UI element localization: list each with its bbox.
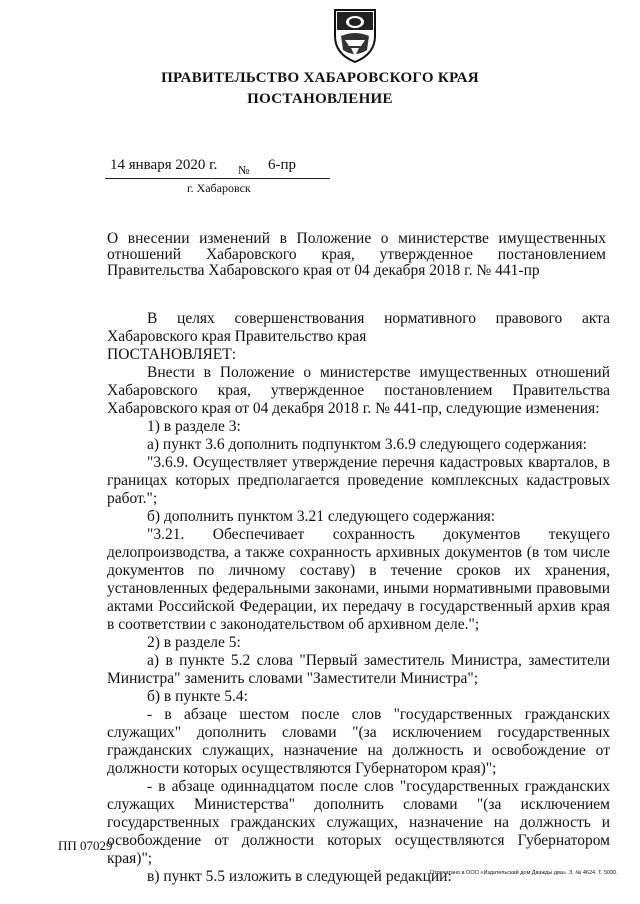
paragraph-dash-1: - в абзаце шестом после слов "государственных гражданских служащих" дополнить словами "(за исключением государственных гражданских служащих, назначение на должность и освобождение от должности которых осуществляются Губернатором края)"; — [107, 706, 610, 777]
number-label: № — [238, 163, 250, 177]
document-type: ПОСТАНОВЛЕНИЕ — [247, 91, 393, 107]
paragraph-item-2c: в) пункт 5.5 изложить в следующей редакции: — [147, 868, 452, 885]
paragraph-item-2b: б) в пункте 5.4: — [147, 688, 248, 705]
government-title: ПРАВИТЕЛЬСТВО ХАБАРОВСКОГО КРАЯ — [161, 70, 479, 86]
paragraph-item-1a: а) пункт 3.6 дополнить подпунктом 3.6.9 следующего содержания: — [147, 436, 587, 453]
document-body — [107, 310, 610, 886]
document-date: 14 января 2020 г. — [110, 157, 218, 173]
paragraph-item-1: 1) в разделе 3: — [147, 418, 241, 435]
document-number: 6-пр — [268, 157, 297, 173]
document-subject: О внесении изменений в Положение о министерстве имущественных отношений Хабаровского края, утвержденное постановлением Правительства Хабаровского края от 04 декабря 2018 г. № 441-пр — [107, 230, 606, 279]
paragraph-resolves: ПОСТАНОВЛЯЕТ: — [107, 346, 237, 363]
paragraph-item-2: 2) в разделе 5: — [147, 634, 241, 651]
coat-of-arms-icon — [331, 6, 379, 64]
paragraph-item-1b: б) дополнить пунктом 3.21 следующего содержания: — [147, 508, 496, 525]
paragraph-quote-369: "3.6.9. Осуществляет утверждение перечня кадастровых кварталов, в границах которых предполагается проведение комплексных кадастровых работ."; — [107, 454, 610, 507]
paragraph-preamble: В целях совершенствования нормативного правового акта Хабаровского края Правительство края — [107, 310, 610, 345]
paragraph-dash-2: - в абзаце одиннадцатом после слов "государственных гражданских служащих Министерства" дополнить словами "(за исключением государственных гражданских служащих, назначение на должность и освобождение от должности которых осуществляются Губернатором края)"; — [107, 778, 610, 867]
paragraph-quote-321: "3.21. Обеспечивает сохранность документов текущего делопроизводства, а также сохранность архивных документов (в том числе документов по личному составу) в течение сроков их хранения, установленных федеральными законами, иными нормативными правовыми актами Российской Федерации, их передачу в государственный архив края в соответствии с законодательством об архивном деле."; — [107, 526, 610, 633]
printer-imprint: Отпечатано в ООО «Издательский дом Дважды два». З. № 4624. Т. 5000. — [430, 870, 618, 876]
paragraph-main: Внести в Положение о министерстве имущественных отношений Хабаровского края, утвержденное постановлением Правительства Хабаровского края от 04 декабря 2018 г. № 441-пр, следующие изменения: — [107, 364, 610, 417]
document-code: ПП 07029 — [58, 838, 113, 853]
paragraph-item-2a: а) в пункте 5.2 слова "Первый заместитель Министра, заместители Министра" заменить словами "Заместители Министра"; — [107, 652, 610, 687]
date-underline — [105, 178, 330, 179]
document-city: г. Хабаровск — [187, 181, 251, 195]
